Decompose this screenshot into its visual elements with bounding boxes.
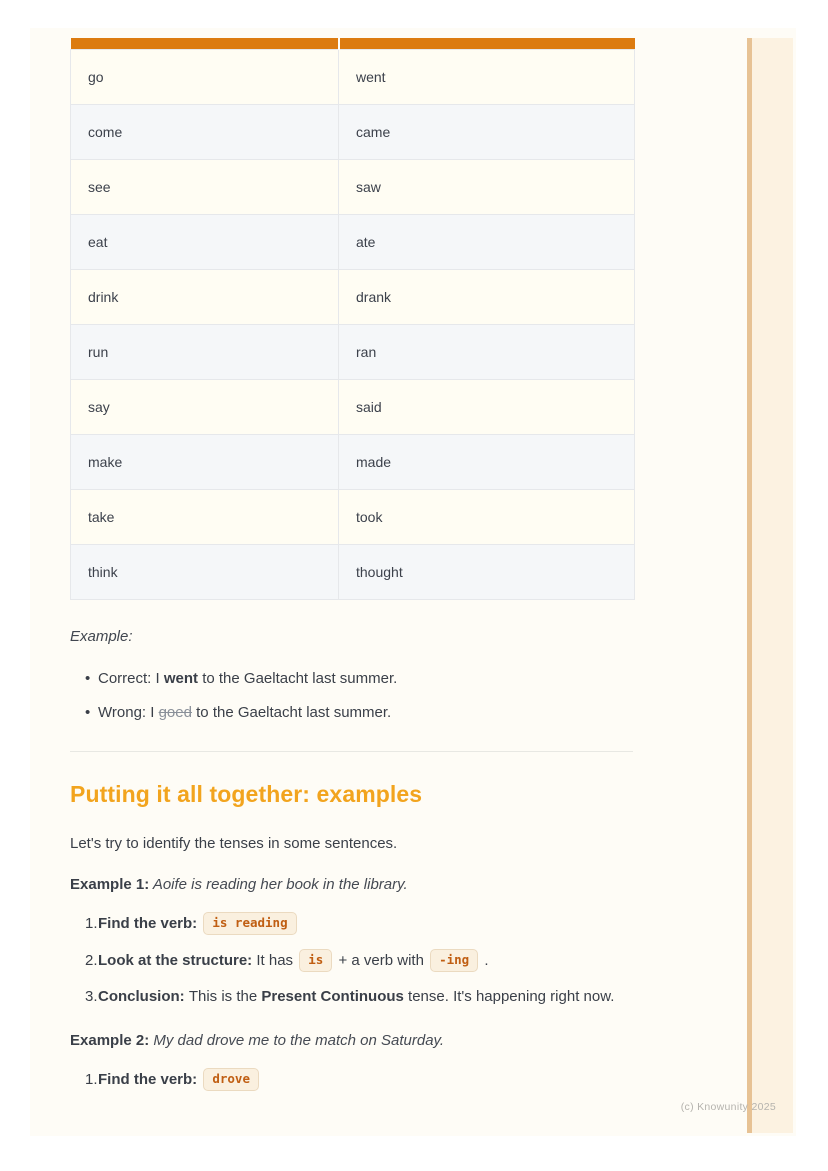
- wrong-pre: Wrong: I: [98, 703, 159, 721]
- correct-example-item: [85, 668, 633, 689]
- watermark: (c) Knowunity 2025: [680, 1101, 776, 1113]
- code-badge: is reading: [203, 912, 296, 935]
- past-form-cell: thought: [339, 544, 635, 599]
- step-text: This is the: [188, 988, 262, 1006]
- correct-pre: Correct: I: [98, 670, 164, 688]
- header-cell-base: [71, 38, 339, 49]
- table-row: [71, 489, 635, 544]
- step-text: .: [480, 951, 489, 969]
- bullet-icon: •: [85, 703, 91, 721]
- page-content: [70, 598, 633, 1103]
- steps-list-2: [70, 1067, 633, 1093]
- base-form-cell: make: [71, 434, 339, 489]
- table-row: [71, 49, 635, 104]
- step-number: 1.: [85, 1070, 98, 1088]
- base-form-cell: eat: [71, 214, 339, 269]
- correct-post: to the Gaeltacht last summer.: [198, 670, 398, 688]
- table-row: [71, 104, 635, 159]
- base-form-cell: drink: [71, 269, 339, 324]
- irregular-verbs-table: [70, 38, 635, 600]
- past-form-cell: ran: [339, 324, 635, 379]
- past-form-cell: saw: [339, 159, 635, 214]
- table-row: [71, 379, 635, 434]
- example-2-sentence: My dad drove me to the match on Saturday.: [149, 1031, 445, 1049]
- base-form-cell: think: [71, 544, 339, 599]
- past-form-cell: ate: [339, 214, 635, 269]
- bullet-icon: •: [85, 670, 91, 688]
- correct-verb: went: [163, 670, 199, 688]
- base-form-cell: go: [71, 49, 339, 104]
- step-lead: Find the verb:: [98, 915, 202, 933]
- base-form-cell: take: [71, 489, 339, 544]
- step-number: 1.: [85, 915, 98, 933]
- table-row: [71, 214, 635, 269]
- table-row: [71, 544, 635, 599]
- section-divider: [70, 751, 633, 752]
- table-row: [71, 324, 635, 379]
- example-2-label: Example 2:: [70, 1031, 150, 1049]
- example-2-line: [70, 1030, 633, 1051]
- wrong-post: to the Gaeltacht last summer.: [191, 703, 392, 721]
- step-text: tense. It's happening right now.: [403, 988, 615, 1006]
- past-form-cell: said: [339, 379, 635, 434]
- past-form-cell: drank: [339, 269, 635, 324]
- base-form-cell: say: [71, 379, 339, 434]
- step-number: 3.: [85, 988, 98, 1006]
- step-lead: Conclusion:: [98, 988, 189, 1006]
- past-form-cell: took: [339, 489, 635, 544]
- base-form-cell: come: [71, 104, 339, 159]
- steps-list-1: [70, 911, 633, 1010]
- table-row: [71, 434, 635, 489]
- base-form-cell: see: [71, 159, 339, 214]
- section-heading: Putting it all together: examples: [70, 780, 423, 807]
- example-1-label: Example 1:: [70, 875, 150, 893]
- past-form-cell: made: [339, 434, 635, 489]
- table-row: [71, 269, 635, 324]
- step-lead: Look at the structure:: [98, 951, 257, 969]
- past-form-cell: came: [339, 104, 635, 159]
- example-1-sentence: Aoife is reading her book in the library.: [149, 875, 408, 893]
- side-stripe-panel: [752, 38, 793, 1133]
- step-number: 2.: [85, 951, 98, 969]
- step-item: [85, 948, 633, 974]
- step-text: It has: [256, 951, 298, 969]
- tense-name: Present Continuous: [261, 988, 404, 1006]
- example-label: Example:: [70, 628, 133, 645]
- code-badge: -ing: [430, 949, 478, 972]
- step-lead: Find the verb:: [98, 1070, 202, 1088]
- base-form-cell: run: [71, 324, 339, 379]
- wrong-example-item: [85, 702, 633, 723]
- wrong-verb-strikethrough: goed: [158, 703, 192, 721]
- example-1-line: [70, 874, 633, 895]
- step-item: [85, 1067, 633, 1093]
- code-badge: is: [299, 949, 332, 972]
- step-item: [85, 911, 633, 937]
- table-header-row: [71, 38, 635, 49]
- header-cell-past: [339, 38, 635, 49]
- table-row: [71, 159, 635, 214]
- past-form-cell: went: [339, 49, 635, 104]
- code-badge: drove: [203, 1068, 259, 1091]
- step-text: + a verb with: [334, 951, 429, 969]
- intro-text: Let's try to identify the tenses in some sentences.: [70, 834, 398, 852]
- step-item: [85, 984, 633, 1010]
- example-bullet-list: [70, 668, 633, 723]
